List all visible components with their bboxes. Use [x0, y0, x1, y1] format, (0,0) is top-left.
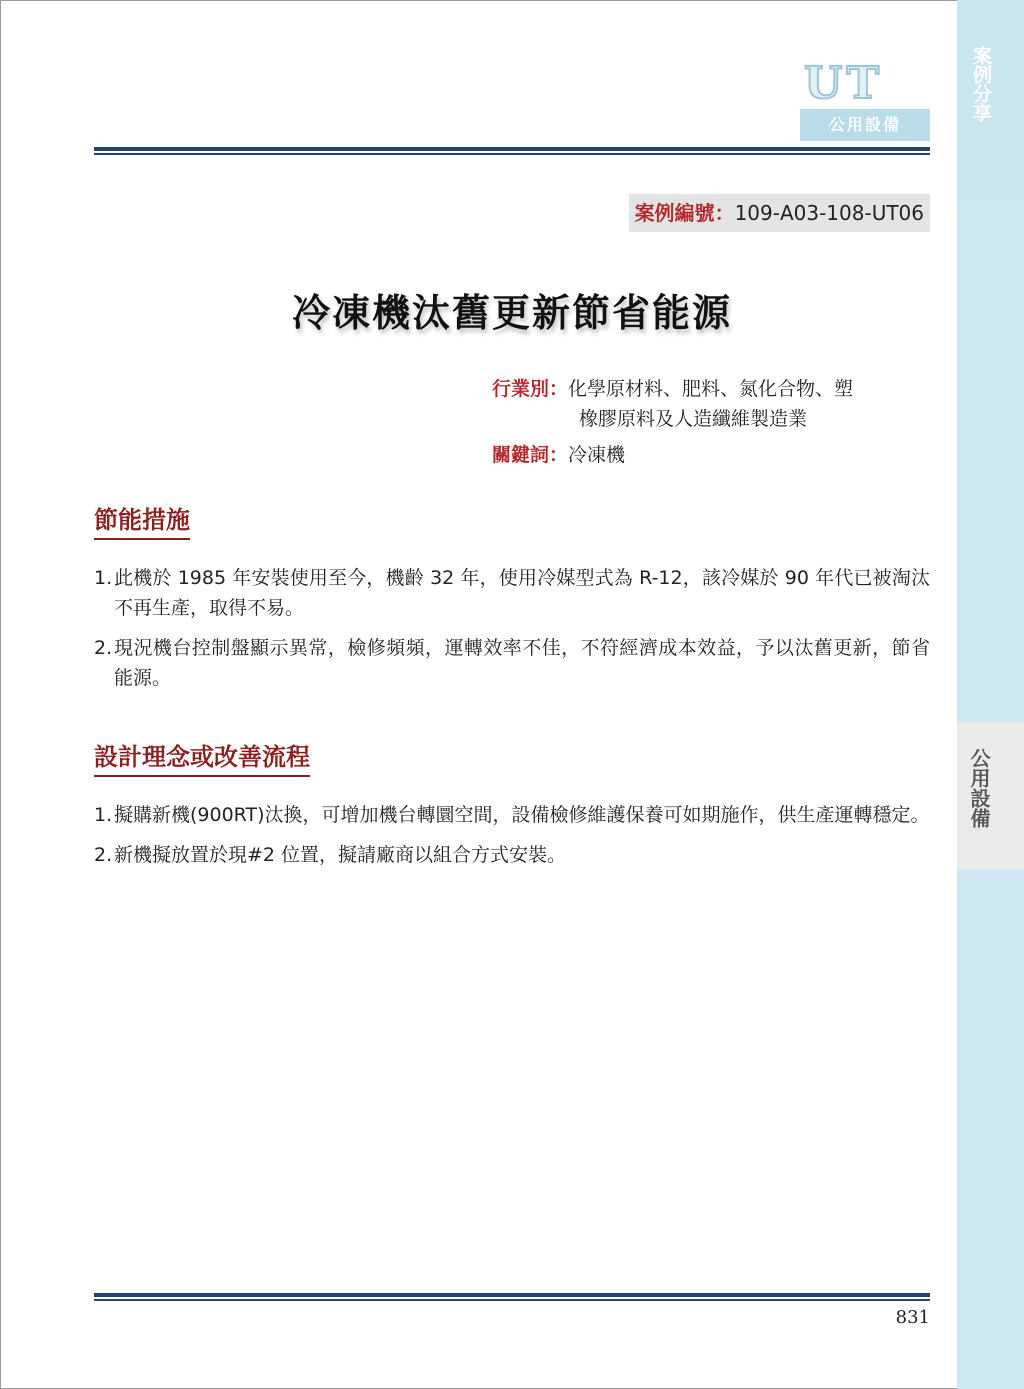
measures-list — [94, 563, 930, 703]
industry-line-2: 橡膠原料及人造纖維製造業 — [579, 408, 808, 430]
list-item — [94, 633, 930, 693]
case-number-value: 109-A03-108-UT06 — [734, 201, 924, 225]
header-rule-thin — [94, 153, 930, 155]
logo-caption: 公用設備 — [800, 109, 930, 141]
list-item-number: 1. — [94, 804, 113, 826]
side-label-utility: 公用設備 — [967, 748, 991, 828]
industry-line-1: 化學原材料、肥料、氮化合物、塑 — [568, 378, 854, 400]
ut-logo — [800, 58, 930, 142]
section-heading-design: 設計理念或改善流程 — [94, 742, 310, 777]
keywords-label: 關鍵詞： — [492, 444, 569, 466]
side-strip — [957, 0, 1024, 1389]
header-rule — [94, 147, 930, 151]
page-title: 冷凍機汰舊更新節省能源 — [291, 291, 732, 335]
list-item-text: 此機於 1985 年安裝使用至今，機齡 32 年，使用冷媒型式為 R-12，該冷媒於 90 年代已被淘汰不再生產，取得不易。 — [114, 567, 930, 619]
keywords-block — [492, 440, 625, 470]
side-label-case-share: 案例分享 — [970, 46, 992, 122]
list-item-text: 擬購新機(900RT)汰換，可增加機台轉圜空間，設備檢修維護保養可如期施作，供生產運轉穩定。 — [114, 804, 930, 826]
list-item-text: 現況機台控制盤顯示異常，檢修頻頻，運轉效率不佳，不符經濟成本效益，予以汰舊更新，節省能源。 — [114, 637, 930, 689]
industry-label: 行業別： — [492, 378, 569, 400]
case-number-label: 案例編號： — [634, 201, 735, 225]
design-list — [94, 800, 930, 880]
list-item-text: 新機擬放置於現#2 位置，擬請廠商以組合方式安裝。 — [114, 844, 567, 866]
case-number-box — [629, 194, 930, 232]
keywords-value: 冷凍機 — [568, 444, 626, 466]
page-number: 831 — [895, 1307, 930, 1328]
list-item-number: 2. — [94, 637, 113, 659]
logo-letters: UT — [804, 58, 884, 109]
list-item — [94, 800, 930, 830]
footer-rule — [94, 1293, 930, 1297]
section-heading-measures: 節能措施 — [94, 505, 190, 540]
list-item — [94, 840, 930, 870]
footer-rule-thin — [94, 1299, 930, 1301]
list-item-number: 1. — [94, 567, 113, 589]
list-item-number: 2. — [94, 844, 113, 866]
list-item — [94, 563, 930, 623]
industry-block — [492, 374, 922, 434]
